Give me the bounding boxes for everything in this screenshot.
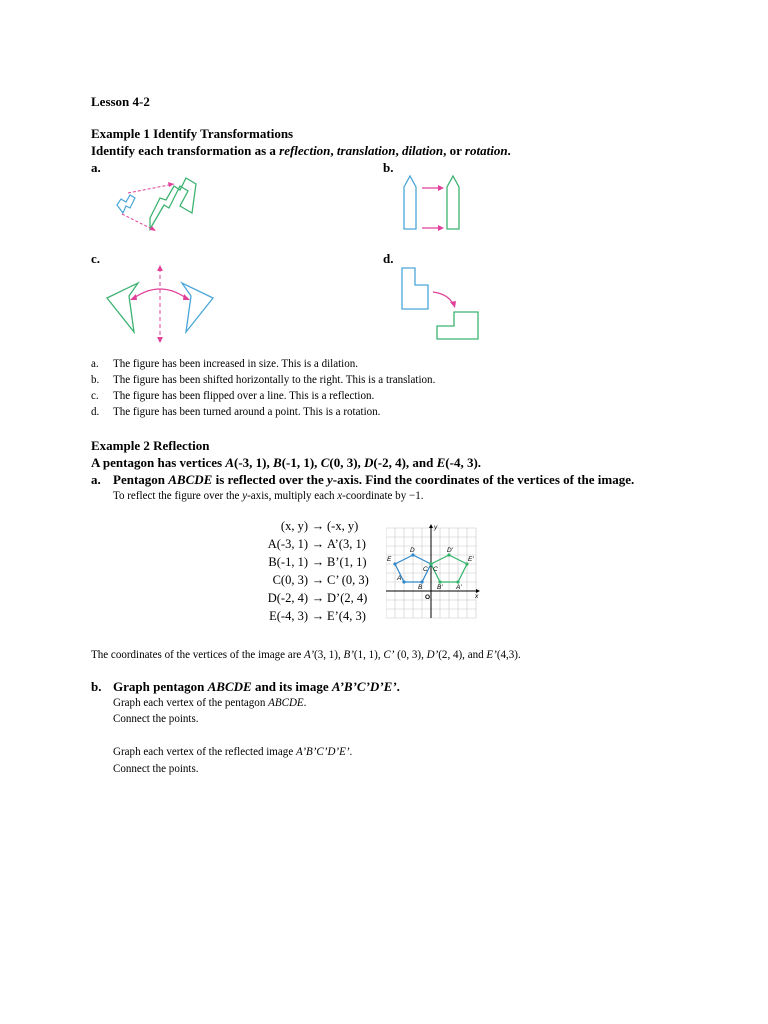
vertex-point [402, 580, 405, 583]
small-shape [117, 195, 135, 213]
part-b-step-2: Connect the points. [113, 711, 199, 725]
translation-arrow-top [438, 185, 444, 191]
y-axis-arrow [429, 524, 433, 528]
example2-problem: A pentagon has vertices A(-3, 1), B(-1, 1), C(0, 3), D(-2, 4), and E(-4, 3). [91, 455, 482, 470]
large-shape [150, 178, 196, 229]
dilation-arrow-top [128, 184, 174, 193]
y-axis-label: y [434, 524, 438, 531]
example2-heading: Example 2 Reflection [91, 438, 210, 453]
figure-d-rotation [398, 264, 482, 344]
figure-c-reflection [100, 262, 220, 344]
vertex-point [393, 562, 396, 565]
rotated-shape [437, 312, 478, 339]
part-b-step-1: Graph each vertex of the pentagon ABCDE. [113, 695, 307, 709]
original-shape [107, 283, 138, 332]
figure-label-c: c. [91, 251, 101, 266]
rotation-arrow [433, 292, 453, 304]
result-text: The coordinates of the vertices of the image are A’(3, 1), B’(1, 1), C’ (0, 3), D’(2, 4), and E’(4,3). [91, 647, 521, 661]
vertex-label: B [418, 584, 423, 591]
figure-label-a: a. [91, 160, 101, 175]
vertex-label: A [397, 575, 402, 582]
vertex-label: E' [468, 556, 474, 563]
figure-a-dilation [108, 172, 208, 238]
original-shape [402, 268, 428, 309]
part-b-question: b. Graph pentagon ABCDE and its image A’B’C’D’E’. [91, 679, 400, 694]
part-a-question: a. Pentagon ABCDE is reflected over the y-axis. Find the coordinates of the vertices of the image. [91, 472, 635, 487]
vertex-label: B' [437, 584, 443, 591]
x-axis-label: x [475, 593, 479, 600]
coordinate-graph [386, 519, 486, 627]
part-a-step: To reflect the figure over the y-axis, multiply each x-coordinate by −1. [113, 488, 424, 502]
dilation-arrow-bottom [122, 214, 154, 230]
vertex-label: A' [456, 584, 462, 591]
vertex-label: D [410, 547, 415, 554]
lesson-title: Lesson 4-2 [91, 94, 150, 109]
figure-label-b: b. [383, 160, 394, 175]
example1-instruction: Identify each transformation as a reflection, translation, dilation, or rotation. [91, 143, 511, 158]
translated-pillar [447, 176, 459, 229]
figure-b-translation [398, 172, 468, 232]
figure-label-d: d. [383, 251, 394, 266]
example1-heading: Example 1 Identify Transformations [91, 126, 294, 141]
original-pillar [404, 176, 416, 229]
part-b-step-3: Graph each vertex of the reflected image A’B’C’D’E’. [113, 744, 353, 758]
translation-arrow-bottom [438, 225, 444, 231]
vertex-label: D' [447, 547, 453, 554]
vertex-label: C [433, 566, 438, 573]
vertex-label: C [423, 566, 428, 573]
vertex-label: E [387, 556, 392, 563]
reflected-shape [182, 283, 213, 332]
origin-label: O [425, 594, 431, 601]
part-b-step-4: Connect the points. [113, 761, 199, 775]
